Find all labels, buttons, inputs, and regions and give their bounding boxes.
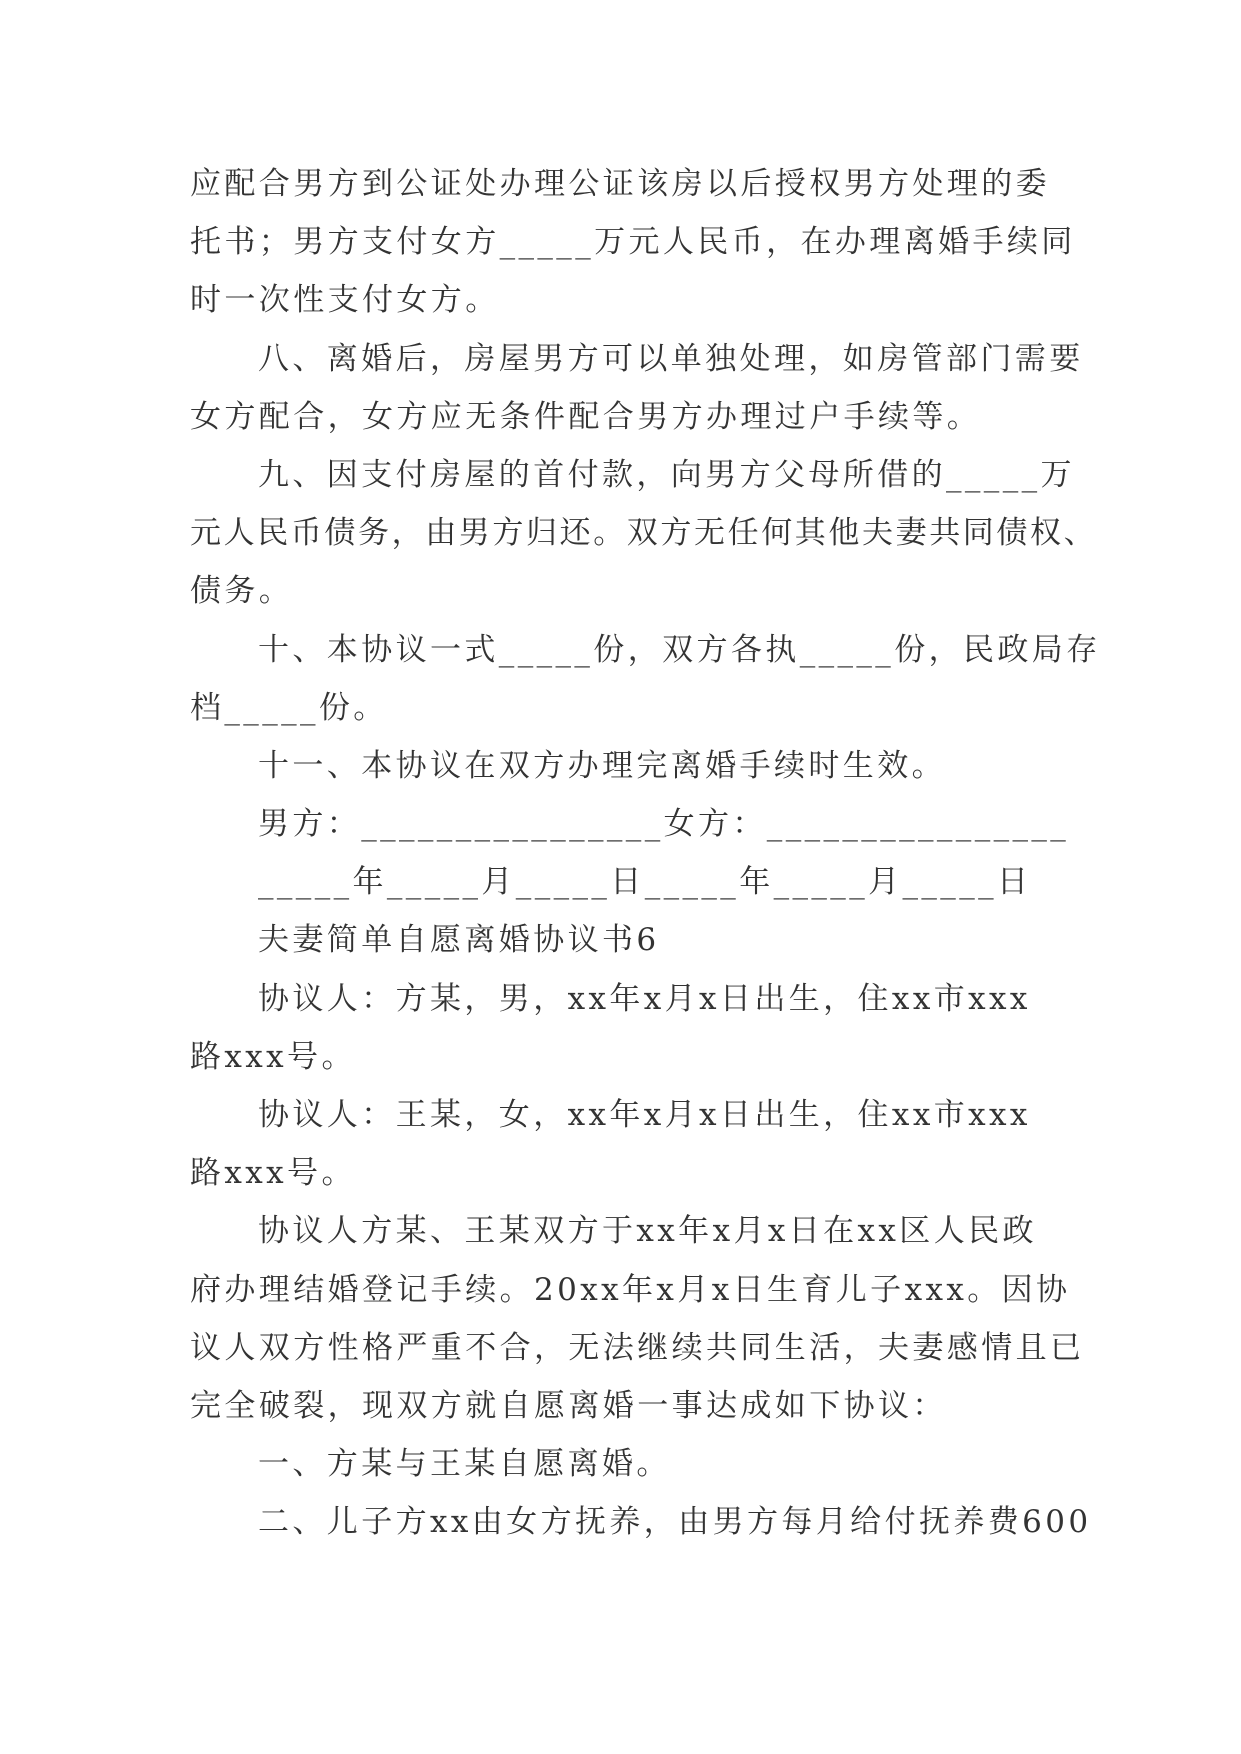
- body-line: 档_____份。: [190, 689, 388, 726]
- body-line: 应配合男方到公证处办理公证该房以后授权男方处理的委: [190, 166, 1050, 202]
- body-line: 时一次性支付女方。: [190, 282, 500, 319]
- body-line: 府办理结婚登记手续。20xx年x月x日生育儿子xxx。因协: [190, 1271, 1071, 1308]
- clause-10: 十、本协议一式_____份，双方各执_____份，民政局存: [258, 631, 1101, 668]
- body-line: 完全破裂，现双方就自愿离婚一事达成如下协议：: [190, 1387, 947, 1424]
- document-body: [190, 155, 1101, 1552]
- clause-1: 一、方某与王某自愿离婚。: [258, 1446, 671, 1483]
- party-a: 协议人：方某，男，xx年x月x日出生，住xx市xxx: [258, 980, 1031, 1017]
- clause-11: 十一、本协议在双方办理完离婚手续时生效。: [258, 747, 946, 784]
- body-line: 元人民币债务，由男方归还。双方无任何其他夫妻共同债权、: [190, 515, 1098, 552]
- clause-9: 九、因支付房屋的首付款，向男方父母所借的_____万: [258, 456, 1075, 493]
- party-b: 协议人：王某，女，xx年x月x日出生，住xx市xxx: [258, 1097, 1031, 1133]
- date-line: _____年_____月_____日_____年_____月_____日: [258, 864, 1032, 901]
- body-line: 路xxx号。: [190, 1038, 356, 1075]
- section-title: 夫妻简单自愿离婚协议书6: [258, 922, 660, 959]
- clause-2: 二、儿子方xx由女方抚养，由男方每月给付抚养费600: [258, 1504, 1092, 1541]
- body-line: 债务。: [190, 573, 294, 610]
- signature-line: 男方：________________女方：________________: [258, 806, 1070, 843]
- body-line: 议人双方性格严重不合，无法继续共同生活，夫妻感情且已: [190, 1329, 1085, 1366]
- body-line: 托书；男方支付女方_____万元人民币，在办理离婚手续同: [190, 224, 1076, 261]
- body-line: 路xxx号。: [190, 1155, 356, 1192]
- clause-8: 八、离婚后，房屋男方可以单独处理，如房管部门需要: [258, 340, 1084, 377]
- body-line: 女方配合，女方应无条件配合男方办理过户手续等。: [190, 398, 982, 435]
- preamble: 协议人方某、王某双方于xx年x月x日在xx区人民政: [258, 1213, 1037, 1250]
